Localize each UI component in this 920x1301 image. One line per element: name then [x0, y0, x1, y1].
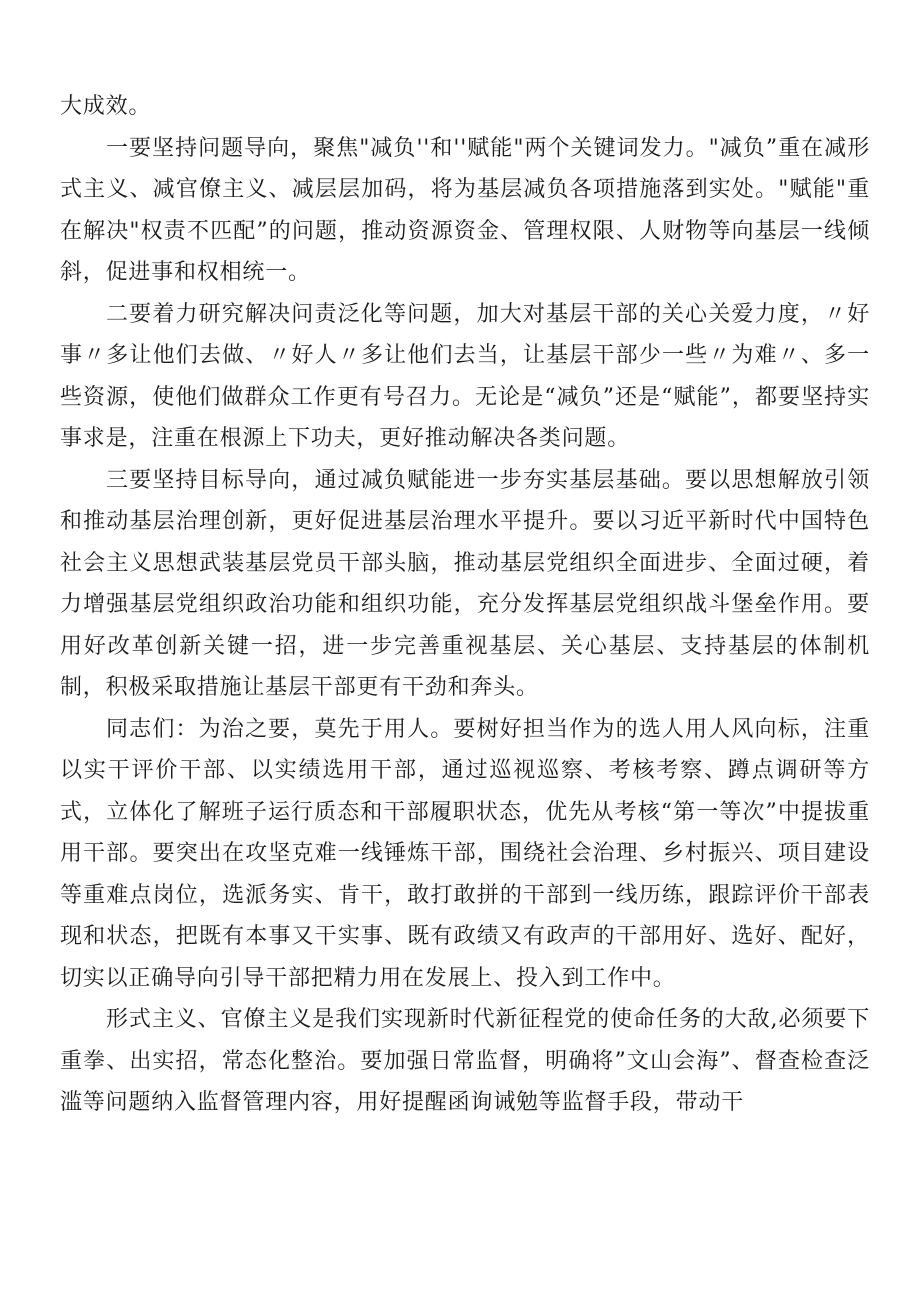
paragraph-formalism: 形式主义、官僚主义是我们实现新时代新征程党的使命任务的大敌,必须要下重拳、出实招，常态化整治。要加强日常监督，明确将”文山会海”、督查检查泛滥等问题纳入监督管理内容，用好提醒函询诫勉等监督手段，带动干	[60, 1007, 870, 1115]
paragraph-problem-orientation: 一要坚持问题导向，聚焦"减负''和''赋能"两个关键词发力。"减负”重在减形式主义、减官僚主义、减层层加码，将为基层减负各项措施落到实处。"赋能"重在解决"权责不匹配”的问题，推动资源资金、管理权限、人财物等向基层一线倾斜，促进事和权相统一。	[60, 135, 870, 285]
paragraph-continuation: 大成效。	[60, 94, 152, 119]
paragraph-accountability: 二要着力研究解决问责泛化等问题，加大对基层干部的关心关爱力度，〃好事〃多让他们去做、〃好人〃多让他们去当，让基层干部少一些〃为难〃、多一些资源，使他们做群众工作更有号召力。无论是“减负”还是“赋能”，都要坚持实事求是，注重在根源上下功夫，更好推动解决各类问题。	[60, 301, 870, 451]
document-page	[60, 86, 870, 1124]
paragraph-comrades: 同志们：为治之要，莫先于用人。要树好担当作为的选人用人风向标，注重以实干评价干部、以实绩选用干部，通过巡视巡察、考核考察、蹲点调研等方式，立体化了解班子运行质态和干部履职状态，优先从考核“第一等次”中提拔重用干部。要突出在攻坚克难一线锤炼干部，围绕社会治理、乡村振兴、项目建设等重难点岗位，选派务实、肯干，敢打敢拼的干部到一线历练，跟踪评价干部表现和状态，把既有本事又干实事、既有政绩又有政声的干部用好、选好、配好，切实以正确导向引导干部把精力用在发展上、投入到工作中。	[60, 716, 870, 991]
paragraph-goal-orientation: 三要坚持目标导向，通过减负赋能进一步夯实基层基础。要以思想解放引领和推动基层治理创新，更好促进基层治理水平提升。要以习近平新时代中国特色社会主义思想武装基层党员干部头脑，推动基层党组织全面进步、全面过硬，着力增强基层党组织政治功能和组织功能，充分发挥基层党组织战斗堡垒作用。要用好改革创新关键一招，进一步完善重视基层、关心基层、支持基层的体制机制，积极采取措施让基层干部更有干劲和奔头。	[60, 467, 870, 700]
